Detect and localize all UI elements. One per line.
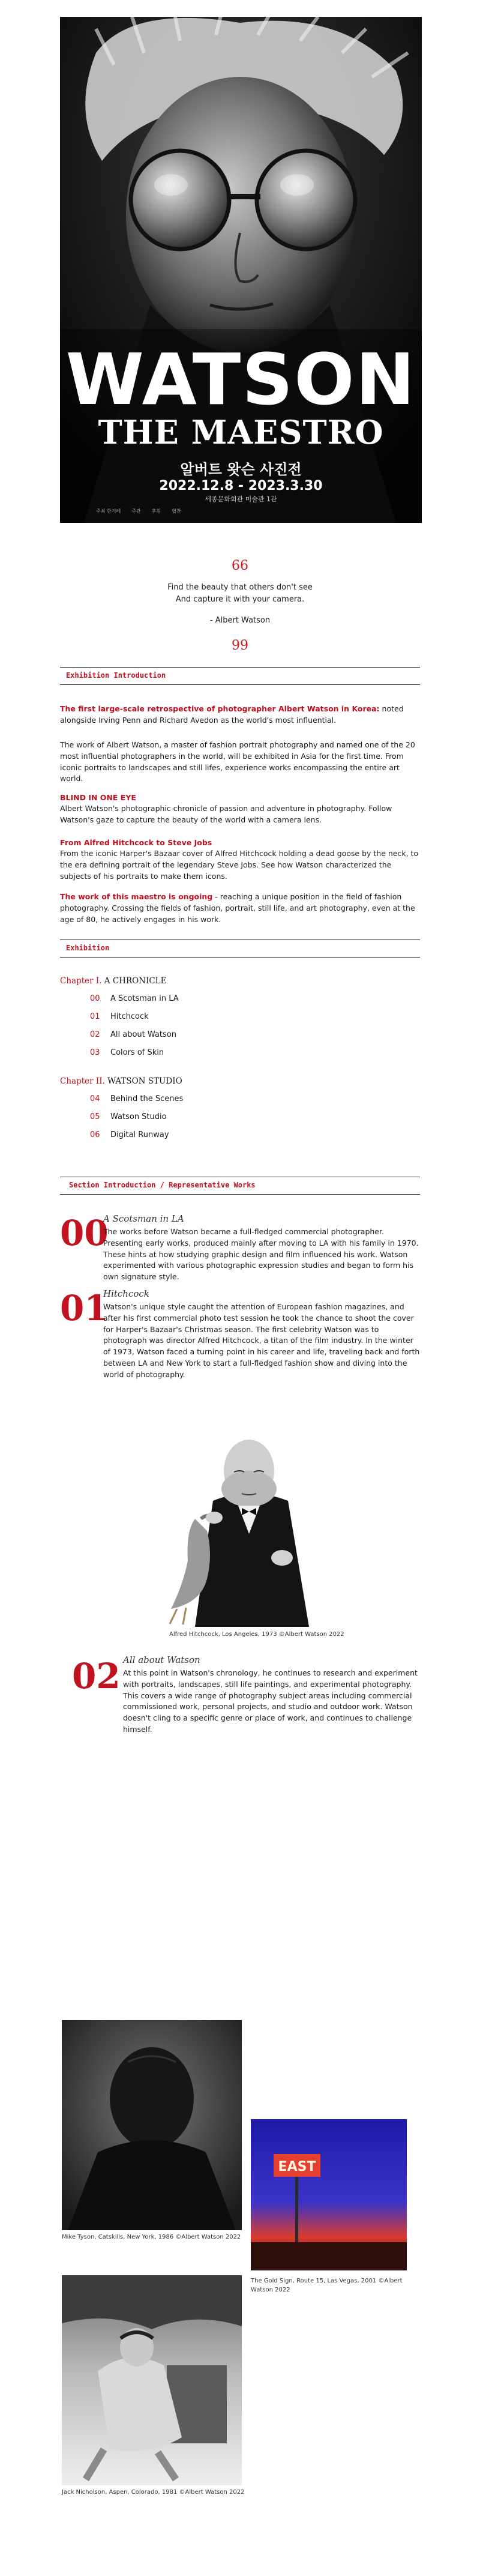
- section-divider: [60, 957, 420, 958]
- intro-subheading-blind: BLIND IN ONE EYE: [60, 793, 136, 802]
- works-heading: Section Introduction / Representative Works: [69, 1181, 256, 1189]
- nicholson-caption: Jack Nicholson, Aspen, Colorado, 1981 ©Albert Watson 2022: [62, 2489, 245, 2496]
- intro-paragraph-3: Albert Watson's photographic chronicle of passion and adventure in photography. Follow Watson's gaze to capture the beauty of the world with a camera lens.: [60, 804, 392, 824]
- poster-credit: 주관: [131, 508, 141, 514]
- item-number: 05: [90, 1112, 100, 1121]
- intro-heading: Exhibition Introduction: [66, 671, 166, 680]
- poster-korean-title: 알버트 왓슨 사진전: [180, 461, 302, 478]
- quote-attribution: - Albert Watson: [209, 616, 271, 625]
- work-number: 01: [60, 1288, 109, 1329]
- chapter-number: Chapter II.: [60, 1076, 105, 1086]
- item-name: Colors of Skin: [110, 1048, 164, 1057]
- chapter-number: Chapter I.: [60, 976, 102, 986]
- work-description: Watson's unique style caught the attention of European fashion magazines, and after his first commercial photo test session he took the chance to shoot the cover for Harper's Bazaar's Christmas season. The first celebrity Watson was to photograph was director Alfred Hitchcock, a titan of the film industry. In the winter of 1973, Watson faced a turning point in his career and life, traveling back and forth between LA and New York to start a full-fledged fashion show and diving into the world of photography.: [103, 1302, 420, 1379]
- item-number: 06: [90, 1130, 100, 1139]
- poster-subtitle: THE MAESTRO: [98, 413, 384, 451]
- chapter-2-label: [60, 1076, 182, 1088]
- chapter-name: WATSON STUDIO: [107, 1076, 182, 1086]
- poster-dates: 2022.12.8 - 2023.3.30: [159, 478, 323, 493]
- poster-venue: 세종문화회관 미술관 1관: [205, 495, 277, 503]
- exhibition-item: [90, 1094, 183, 1105]
- sign-lettering: EAST: [278, 2159, 316, 2174]
- work-title: Hitchcock: [103, 1288, 149, 1299]
- intro-ongoing-rest: - reaching a unique position in the field of fashion photography. Crossing the fields of fashion, portrait, still life, and art photography, even at the age of 80, he actively engages in his work.: [60, 892, 415, 924]
- item-number: 04: [90, 1094, 100, 1103]
- item-name: A Scotsman in LA: [110, 994, 179, 1003]
- item-number: 01: [90, 1012, 100, 1021]
- item-number: 00: [90, 994, 100, 1003]
- exhibition-item: [90, 1048, 164, 1059]
- item-number: 03: [90, 1048, 100, 1057]
- intro-paragraph-2: The work of Albert Watson, a master of fashion portrait photography and named one of the 20 most influential photographers in the world, will be exhibited in Asia for the first time. From iconic portraits to landscapes and still lifes, experience works encompassing the entire art world.: [60, 740, 415, 783]
- poster-credit: 주최 한겨레: [96, 508, 121, 514]
- intro-paragraph-4: From the iconic Harper's Bazaar cover of Alfred Hitchcock holding a dead goose by the neck, to the era defining portrait of the legendary Steve Jobs. See how Watson characterized the subjects of his portraits to make them icons.: [60, 849, 419, 881]
- hitchcock-caption: Alfred Hitchcock, Los Angeles, 1973 ©Albert Watson 2022: [169, 1631, 344, 1638]
- item-name: Digital Runway: [110, 1130, 169, 1139]
- poster-credits: [96, 508, 398, 515]
- intro-ongoing-lead: The work of this maestro is ongoing: [60, 892, 213, 901]
- item-name: Watson Studio: [110, 1112, 167, 1121]
- section-divider: [60, 1194, 420, 1195]
- exhibition-item: [90, 1030, 176, 1041]
- work-number: 02: [72, 1656, 121, 1697]
- intro-paragraph-5: [60, 891, 420, 925]
- quote-close-mark: 99: [232, 638, 248, 653]
- gold-sign-photo: [251, 2119, 407, 2270]
- quote-open-mark: 66: [232, 558, 248, 573]
- intro-lead: The first large-scale retrospective of photographer Albert Watson in Korea:: [60, 704, 380, 713]
- poster-credit: 협찬: [172, 508, 181, 514]
- intro-lead-rest: noted alongside Irving Penn and Richard Avedon as the world's most influential.: [60, 704, 404, 725]
- tyson-caption: Mike Tyson, Catskills, New York, 1986 ©Albert Watson 2022: [62, 2234, 241, 2240]
- intro-subheading-hitchcock: From Alfred Hitchcock to Steve Jobs: [60, 838, 212, 847]
- exhibition-item: [90, 994, 179, 1005]
- item-number: 02: [90, 1030, 100, 1039]
- work-title: A Scotsman in LA: [103, 1213, 184, 1224]
- exhibition-item: [90, 1130, 169, 1141]
- intro-paragraph-1: [60, 704, 420, 726]
- poster-credit: 후원: [151, 508, 161, 514]
- hitchcock-photo: [159, 1429, 333, 1627]
- section-divider: [60, 667, 420, 668]
- exhibition-item: [90, 1012, 149, 1023]
- chapter-name: A CHRONICLE: [104, 976, 167, 986]
- poster-title: WATSON: [65, 338, 416, 421]
- item-name: Behind the Scenes: [110, 1094, 184, 1103]
- item-name: All about Watson: [110, 1030, 176, 1039]
- work-description: At this point in Watson's chronology, he continues to research and experiment with portraits, landscapes, still life paintings, and experimental photography. This covers a wide range of photography subject areas including commercial commissioned work, personal projects, and studio and outdoor work. Watson doesn't cling to a specific genre or place of work, and continues to challenge himself.: [123, 1668, 418, 1734]
- gold-sign-caption: The Gold Sign, Route 15, Las Vegas, 2001 ©Albert Watson 2022: [251, 2278, 403, 2293]
- item-name: Hitchcock: [110, 1012, 149, 1021]
- exhibition-heading: Exhibition: [66, 944, 110, 952]
- tyson-photo: [62, 2020, 242, 2230]
- nicholson-photo: [62, 2275, 242, 2485]
- exhibition-item: [90, 1112, 167, 1123]
- chapter-1-label: [60, 976, 166, 988]
- quote-line-2: And capture it with your camera.: [175, 595, 305, 604]
- work-description: The works before Watson became a full-fledged commercial photographer. Presenting early works, produced mainly after moving to LA with his family in 1970. These hints at how studying graphic design and film influenced his work. Watson experimented with various photographic expression studies and began to form his own signature style.: [103, 1227, 419, 1281]
- exhibition-poster: [60, 17, 422, 523]
- work-title: All about Watson: [123, 1654, 200, 1665]
- section-divider: [60, 684, 420, 685]
- work-number: 00: [60, 1213, 109, 1253]
- quote-line-1: Find the beauty that others don't see: [167, 583, 313, 592]
